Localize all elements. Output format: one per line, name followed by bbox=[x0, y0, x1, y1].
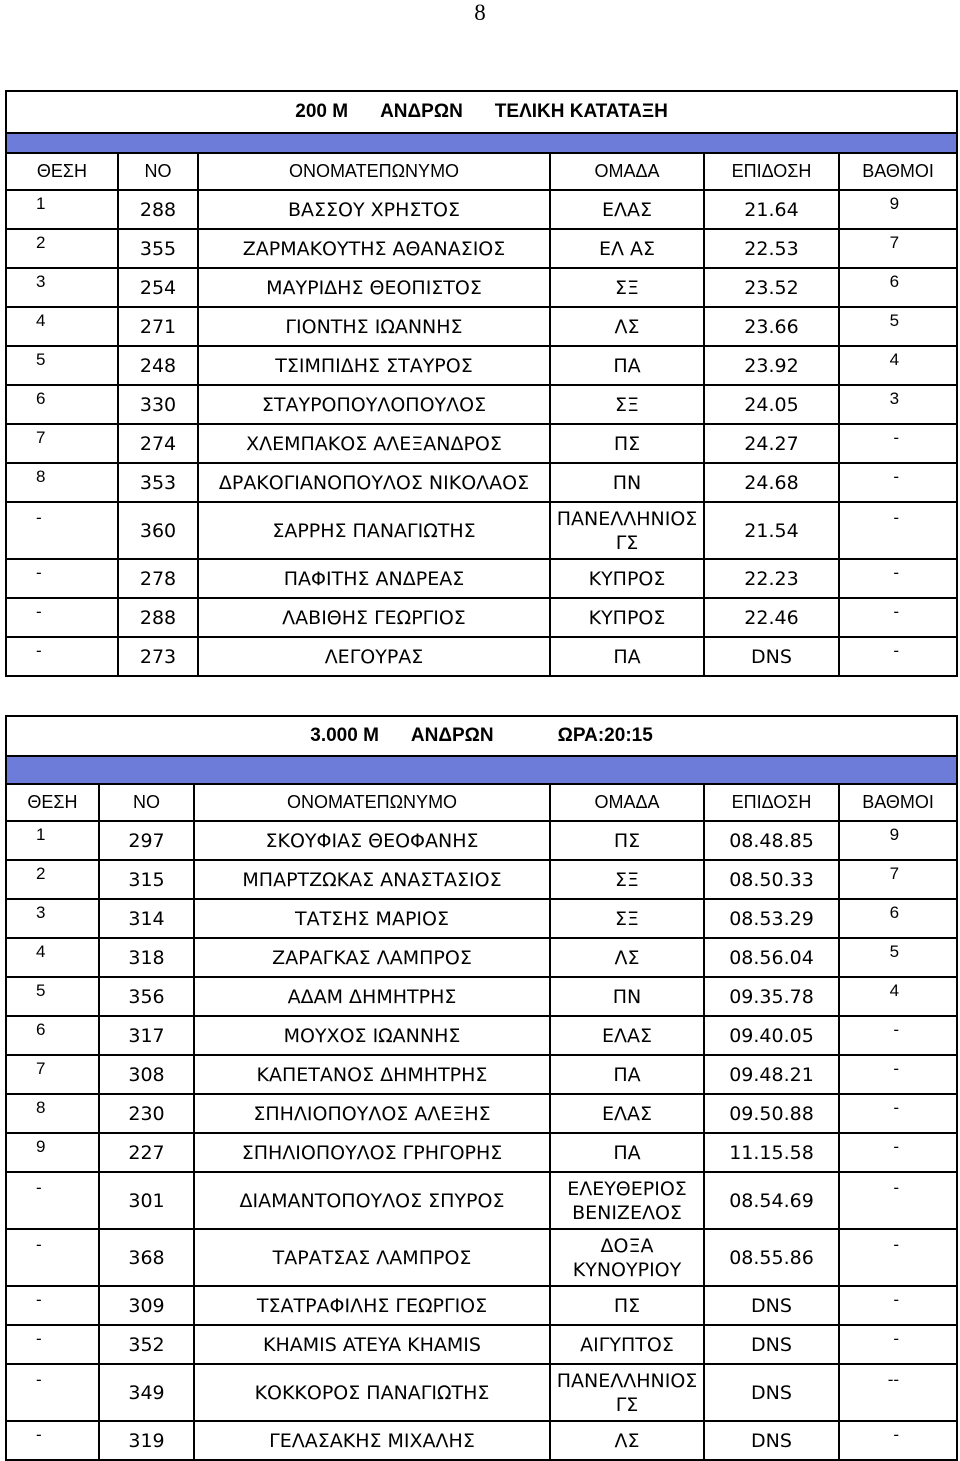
team-cell bbox=[550, 1229, 704, 1286]
result-cell: DNS bbox=[704, 637, 839, 676]
points-cell: -- bbox=[839, 1364, 957, 1421]
name-cell: ΤΣΑΤΡΑΦΙΛΗΣ ΓΕΩΡΓΙΟΣ bbox=[194, 1286, 550, 1325]
result-cell: 11.15.58 bbox=[704, 1133, 839, 1172]
name-cell: ΤΑΤΣΗΣ ΜΑΡΙΟΣ bbox=[194, 899, 550, 938]
name-cell: ΧΛΕΜΠΑΚΟΣ ΑΛΕΞΑΝΔΡΟΣ bbox=[198, 424, 550, 463]
position-cell: 5 bbox=[6, 977, 99, 1016]
position-cell: - bbox=[6, 1286, 99, 1325]
team-cell bbox=[550, 502, 704, 559]
team-cell bbox=[550, 1172, 704, 1229]
team-cell: ΠΣ bbox=[550, 424, 704, 463]
points-cell: - bbox=[839, 1172, 957, 1229]
col-position: ΘΕΣΗ bbox=[6, 153, 118, 190]
team-cell: ΠΝ bbox=[550, 977, 704, 1016]
result-cell: DNS bbox=[704, 1364, 839, 1421]
table-row bbox=[6, 268, 957, 307]
table-row bbox=[6, 1229, 957, 1286]
points-cell: - bbox=[839, 1229, 957, 1286]
team-line-2: ΓΣ bbox=[615, 531, 639, 554]
points-cell: 6 bbox=[839, 899, 957, 938]
number-cell: 314 bbox=[99, 899, 194, 938]
number-cell: 273 bbox=[118, 637, 198, 676]
position-cell: 3 bbox=[6, 899, 99, 938]
position-cell: 4 bbox=[6, 938, 99, 977]
result-cell: 24.27 bbox=[704, 424, 839, 463]
number-cell: 355 bbox=[118, 229, 198, 268]
number-cell: 278 bbox=[118, 559, 198, 598]
position-cell: - bbox=[6, 637, 118, 676]
name-cell: ΛΕΓΟΥΡΑΣ bbox=[198, 637, 550, 676]
table-row bbox=[6, 190, 957, 229]
team-cell: ΛΣ bbox=[550, 1421, 704, 1460]
points-cell: 5 bbox=[839, 307, 957, 346]
table-row bbox=[6, 637, 957, 676]
number-cell: 356 bbox=[99, 977, 194, 1016]
team-cell: ΑΙΓΥΠΤΟΣ bbox=[550, 1325, 704, 1364]
name-cell: ΔΡΑΚΟΓΙΑΝΟΠΟΥΛΟΣ ΝΙΚΟΛΑΟΣ bbox=[198, 463, 550, 502]
points-cell: 3 bbox=[839, 385, 957, 424]
position-cell: 7 bbox=[6, 1055, 99, 1094]
team-line-1: ΠΑΝΕΛΛΗΝΙΟΣ bbox=[556, 507, 698, 530]
team-cell: ΠΣ bbox=[550, 1286, 704, 1325]
number-cell: 230 bbox=[99, 1094, 194, 1133]
position-cell: - bbox=[6, 1229, 99, 1286]
table-row bbox=[6, 598, 957, 637]
number-cell: 330 bbox=[118, 385, 198, 424]
col-number: ΝΟ bbox=[118, 153, 198, 190]
team-cell: ΛΣ bbox=[550, 307, 704, 346]
result-cell: 21.54 bbox=[704, 502, 839, 559]
result-cell: 09.50.88 bbox=[704, 1094, 839, 1133]
points-cell: 5 bbox=[839, 938, 957, 977]
name-cell: ΓΕΛΑΣΑΚΗΣ ΜΙΧΑΛΗΣ bbox=[194, 1421, 550, 1460]
result-cell: 21.64 bbox=[704, 190, 839, 229]
position-cell: - bbox=[6, 559, 118, 598]
points-cell: - bbox=[839, 559, 957, 598]
name-cell: ΛΑΒΙΘΗΣ ΓΕΩΡΓΙΟΣ bbox=[198, 598, 550, 637]
result-cell: 08.54.69 bbox=[704, 1172, 839, 1229]
name-cell: ΣΠΗΛΙΟΠΟΥΛΟΣ ΓΡΗΓΟΡΗΣ bbox=[194, 1133, 550, 1172]
name-cell: ΜΑΥΡΙΔΗΣ ΘΕΟΠΙΣΤΟΣ bbox=[198, 268, 550, 307]
position-cell: 5 bbox=[6, 346, 118, 385]
team-cell: ΣΞ bbox=[550, 268, 704, 307]
name-cell: ΤΣΙΜΠΙΔΗΣ ΣΤΑΥΡΟΣ bbox=[198, 346, 550, 385]
table-row bbox=[6, 559, 957, 598]
position-cell: 7 bbox=[6, 424, 118, 463]
result-cell: 08.53.29 bbox=[704, 899, 839, 938]
name-cell: ΣΑΡΡΗΣ ΠΑΝΑΓΙΩΤΗΣ bbox=[198, 502, 550, 559]
table-row bbox=[6, 463, 957, 502]
number-cell: 349 bbox=[99, 1364, 194, 1421]
col-number: ΝΟ bbox=[99, 784, 194, 821]
table-row bbox=[6, 1094, 957, 1133]
result-cell: DNS bbox=[704, 1286, 839, 1325]
team-line-2: ΓΣ bbox=[615, 1393, 639, 1416]
header-row bbox=[6, 153, 957, 190]
team-cell: ΣΞ bbox=[550, 385, 704, 424]
page-number: 8 bbox=[474, 0, 486, 25]
result-cell: 22.46 bbox=[704, 598, 839, 637]
position-cell: - bbox=[6, 502, 118, 559]
table-row bbox=[6, 1325, 957, 1364]
number-cell: 227 bbox=[99, 1133, 194, 1172]
number-cell: 274 bbox=[118, 424, 198, 463]
number-cell: 315 bbox=[99, 860, 194, 899]
table-row bbox=[6, 1055, 957, 1094]
position-cell: 8 bbox=[6, 1094, 99, 1133]
table-row bbox=[6, 1016, 957, 1055]
position-cell: 3 bbox=[6, 268, 118, 307]
team-cell: ΠΑ bbox=[550, 637, 704, 676]
points-cell: - bbox=[839, 502, 957, 559]
table-row bbox=[6, 307, 957, 346]
result-cell: 09.40.05 bbox=[704, 1016, 839, 1055]
result-cell: 08.48.85 bbox=[704, 821, 839, 860]
points-cell: - bbox=[839, 1133, 957, 1172]
position-cell: 4 bbox=[6, 307, 118, 346]
number-cell: 309 bbox=[99, 1286, 194, 1325]
number-cell: 271 bbox=[118, 307, 198, 346]
table-row bbox=[6, 346, 957, 385]
name-cell: ΠΑΦΙΤΗΣ ΑΝΔΡΕΑΣ bbox=[198, 559, 550, 598]
points-cell: 9 bbox=[839, 190, 957, 229]
event-title: 200 Μ ΑΝΔΡΩΝ ΤΕΛΙΚΗ ΚΑΤΑΤΑΞΗ bbox=[6, 91, 957, 133]
number-cell: 318 bbox=[99, 938, 194, 977]
number-cell: 297 bbox=[99, 821, 194, 860]
position-cell: 1 bbox=[6, 821, 99, 860]
number-cell: 353 bbox=[118, 463, 198, 502]
number-cell: 317 bbox=[99, 1016, 194, 1055]
team-cell: ΚΥΠΡΟΣ bbox=[550, 559, 704, 598]
result-cell: 22.23 bbox=[704, 559, 839, 598]
results-table-3000m bbox=[5, 715, 956, 1461]
table-row bbox=[6, 424, 957, 463]
team-cell: ΠΣ bbox=[550, 821, 704, 860]
table-row bbox=[6, 977, 957, 1016]
position-cell: 6 bbox=[6, 1016, 99, 1055]
name-cell: ΜΟΥΧΟΣ ΙΩΑΝΝΗΣ bbox=[194, 1016, 550, 1055]
table-row bbox=[6, 899, 957, 938]
event-title: 3.000 Μ ΑΝΔΡΩΝ ΩΡΑ:20:15 bbox=[6, 716, 957, 756]
table-row bbox=[6, 821, 957, 860]
col-name: ΟΝΟΜΑΤΕΠΩΝΥΜΟ bbox=[198, 153, 550, 190]
name-cell: ΑΔΑΜ ΔΗΜΗΤΡΗΣ bbox=[194, 977, 550, 1016]
result-cell: 24.05 bbox=[704, 385, 839, 424]
points-cell: - bbox=[839, 598, 957, 637]
team-cell: ΕΛΑΣ bbox=[550, 1094, 704, 1133]
team-cell: ΕΛ ΑΣ bbox=[550, 229, 704, 268]
position-cell: - bbox=[6, 598, 118, 637]
team-cell: ΠΑ bbox=[550, 1055, 704, 1094]
position-cell: - bbox=[6, 1364, 99, 1421]
points-cell: 9 bbox=[839, 821, 957, 860]
position-cell: 9 bbox=[6, 1133, 99, 1172]
points-cell: - bbox=[839, 424, 957, 463]
table-row bbox=[6, 1172, 957, 1229]
team-cell: ΣΞ bbox=[550, 860, 704, 899]
position-cell: 6 bbox=[6, 385, 118, 424]
table-row bbox=[6, 1421, 957, 1460]
position-cell: - bbox=[6, 1172, 99, 1229]
points-cell: - bbox=[839, 1325, 957, 1364]
number-cell: 288 bbox=[118, 190, 198, 229]
table-row bbox=[6, 1133, 957, 1172]
number-cell: 308 bbox=[99, 1055, 194, 1094]
result-cell: 08.50.33 bbox=[704, 860, 839, 899]
col-position: ΘΕΣΗ bbox=[6, 784, 99, 821]
team-cell: ΕΛΑΣ bbox=[550, 190, 704, 229]
number-cell: 248 bbox=[118, 346, 198, 385]
result-cell: DNS bbox=[704, 1421, 839, 1460]
team-cell: ΠΑ bbox=[550, 346, 704, 385]
team-cell: ΕΛΑΣ bbox=[550, 1016, 704, 1055]
number-cell: 288 bbox=[118, 598, 198, 637]
result-cell: 09.48.21 bbox=[704, 1055, 839, 1094]
result-cell: 23.52 bbox=[704, 268, 839, 307]
col-result: ΕΠΙΔΟΣΗ bbox=[704, 784, 839, 821]
team-cell bbox=[550, 1364, 704, 1421]
team-line-1: ΕΛΕΥΘΕΡΙΟΣ bbox=[567, 1177, 687, 1200]
team-line-2: ΒΕΝΙΖΕΛΟΣ bbox=[572, 1201, 682, 1224]
color-band bbox=[6, 133, 957, 153]
table-row bbox=[6, 860, 957, 899]
points-cell: 4 bbox=[839, 977, 957, 1016]
result-cell: 24.68 bbox=[704, 463, 839, 502]
number-cell: 301 bbox=[99, 1172, 194, 1229]
points-cell: - bbox=[839, 1286, 957, 1325]
header-row bbox=[6, 784, 957, 821]
table-row bbox=[6, 1286, 957, 1325]
team-cell: ΠΝ bbox=[550, 463, 704, 502]
result-cell: 08.55.86 bbox=[704, 1229, 839, 1286]
position-cell: - bbox=[6, 1421, 99, 1460]
name-cell: ΣΠΗΛΙΟΠΟΥΛΟΣ ΑΛΕΞΗΣ bbox=[194, 1094, 550, 1133]
name-cell: ΚΑΠΕΤΑΝΟΣ ΔΗΜΗΤΡΗΣ bbox=[194, 1055, 550, 1094]
name-cell: ΖΑΡΜΑΚΟΥΤΗΣ ΑΘΑΝΑΣΙΟΣ bbox=[198, 229, 550, 268]
name-cell: ΓΙΟΝΤΗΣ ΙΩΑΝΝΗΣ bbox=[198, 307, 550, 346]
table-row bbox=[6, 229, 957, 268]
col-name: ΟΝΟΜΑΤΕΠΩΝΥΜΟ bbox=[194, 784, 550, 821]
position-cell: - bbox=[6, 1325, 99, 1364]
points-cell: 4 bbox=[839, 346, 957, 385]
col-result: ΕΠΙΔΟΣΗ bbox=[704, 153, 839, 190]
name-cell: ΣΚΟΥΦΙΑΣ ΘΕΟΦΑΝΗΣ bbox=[194, 821, 550, 860]
position-cell: 8 bbox=[6, 463, 118, 502]
name-cell: ΒΑΣΣΟΥ ΧΡΗΣΤΟΣ bbox=[198, 190, 550, 229]
points-cell: - bbox=[839, 1421, 957, 1460]
table-row bbox=[6, 502, 957, 559]
result-cell: 23.66 bbox=[704, 307, 839, 346]
team-line-1: ΔΟΞΑ bbox=[600, 1234, 654, 1257]
name-cell: ΜΠΑΡΤΖΩΚΑΣ ΑΝΑΣΤΑΣΙΟΣ bbox=[194, 860, 550, 899]
col-points: ΒΑΘΜΟΙ bbox=[839, 784, 957, 821]
table-row bbox=[6, 385, 957, 424]
points-cell: - bbox=[839, 1016, 957, 1055]
table-row bbox=[6, 938, 957, 977]
name-cell: ΖΑΡΑΓΚΑΣ ΛΑΜΠΡΟΣ bbox=[194, 938, 550, 977]
col-team: ΟΜΑΔΑ bbox=[550, 784, 704, 821]
points-cell: - bbox=[839, 1094, 957, 1133]
points-cell: 6 bbox=[839, 268, 957, 307]
number-cell: 352 bbox=[99, 1325, 194, 1364]
name-cell: ΣΤΑΥΡΟΠΟΥΛΟΠΟΥΛΟΣ bbox=[198, 385, 550, 424]
team-cell: ΣΞ bbox=[550, 899, 704, 938]
result-cell: 09.35.78 bbox=[704, 977, 839, 1016]
position-cell: 2 bbox=[6, 229, 118, 268]
result-cell: 23.92 bbox=[704, 346, 839, 385]
team-line-2: ΚΥΝΟΥΡΙΟΥ bbox=[572, 1258, 682, 1281]
number-cell: 368 bbox=[99, 1229, 194, 1286]
number-cell: 360 bbox=[118, 502, 198, 559]
points-cell: - bbox=[839, 637, 957, 676]
color-band bbox=[6, 756, 957, 784]
team-line-1: ΠΑΝΕΛΛΗΝΙΟΣ bbox=[556, 1369, 698, 1392]
position-cell: 1 bbox=[6, 190, 118, 229]
result-cell: DNS bbox=[704, 1325, 839, 1364]
name-cell: ΔΙΑΜΑΝΤΟΠΟΥΛΟΣ ΣΠΥΡΟΣ bbox=[194, 1172, 550, 1229]
result-cell: 22.53 bbox=[704, 229, 839, 268]
name-cell: ΤΑΡΑΤΣΑΣ ΛΑΜΠΡΟΣ bbox=[194, 1229, 550, 1286]
team-cell: ΠΑ bbox=[550, 1133, 704, 1172]
name-cell: ΚΟΚΚΟΡΟΣ ΠΑΝΑΓΙΩΤΗΣ bbox=[194, 1364, 550, 1421]
position-cell: 2 bbox=[6, 860, 99, 899]
points-cell: 7 bbox=[839, 229, 957, 268]
number-cell: 319 bbox=[99, 1421, 194, 1460]
team-cell: ΚΥΠΡΟΣ bbox=[550, 598, 704, 637]
name-cell: KHAMIS ATEYA KHAMIS bbox=[194, 1325, 550, 1364]
results-table-200m bbox=[5, 90, 956, 677]
points-cell: 7 bbox=[839, 860, 957, 899]
number-cell: 254 bbox=[118, 268, 198, 307]
result-cell: 08.56.04 bbox=[704, 938, 839, 977]
team-cell: ΛΣ bbox=[550, 938, 704, 977]
points-cell: - bbox=[839, 463, 957, 502]
table-row bbox=[6, 1364, 957, 1421]
col-team: ΟΜΑΔΑ bbox=[550, 153, 704, 190]
points-cell: - bbox=[839, 1055, 957, 1094]
col-points: ΒΑΘΜΟΙ bbox=[839, 153, 957, 190]
